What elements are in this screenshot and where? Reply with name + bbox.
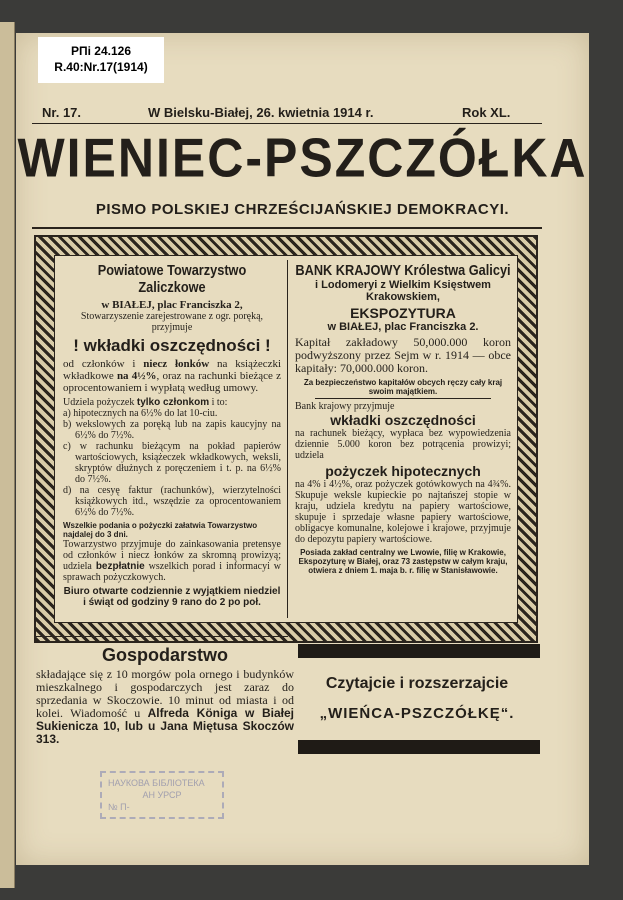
text-free: bezpłatnie — [95, 561, 145, 572]
ad-left-heading: Powiatowe Towarzystwo Zaliczkowe — [97, 262, 247, 296]
text-rate: na 4½% — [116, 370, 157, 382]
ad-right-guarantee: Za bezpieczeństwo kapitałów obcych ręczy cały kraj swoim majątkiem. — [303, 378, 503, 396]
text-body2-post: wszelkich porad i informacyi w sprawach pożyczkowych. — [63, 561, 282, 583]
promo-top-band — [298, 644, 540, 658]
ad-right-capital: Kapitał zakładowy 50,000.000 koron podwyższony przez Sejm w r. 1914 — obce kapitały: 70,000.000 koron. — [295, 335, 511, 375]
stamp-line3: № П- — [108, 802, 130, 812]
text-body2-pre: Towarzystwo przyjmuje do zainkasowania pretensye od członków i niecz łonków za skromną prowizyą; udziela — [63, 539, 281, 572]
ad-right-deposits: wkładki oszczędności — [330, 412, 476, 428]
loan-item: b) wekslowych za poręką lub na zapis kaucyjny na 6½% do 7½%. — [63, 419, 281, 441]
farm-advertisement — [36, 644, 294, 746]
masthead-rule — [32, 227, 542, 229]
stamp-line2: АН УРСР — [142, 790, 182, 800]
masthead-title: WIENIEC-PSZCZÓŁKA — [17, 127, 588, 189]
ad-right-place: w BIAŁEJ, plac Franciszka 2. — [327, 321, 479, 333]
right-advertisement — [291, 256, 515, 622]
promo-bottom-band — [298, 740, 540, 754]
adjacent-page-edge — [0, 22, 15, 888]
ad-left-headline: ! wkładki oszczędności ! — [73, 336, 271, 355]
ad-right-branch: EKSPOZYTURA — [350, 305, 456, 321]
ad-right-deposits-text: na rachunek bieżący, wypłaca bez wypowiedzenia dziennie 5.000 koron bez potrącenia prowizyi; udziela — [295, 428, 511, 461]
shelfmark-line1: РПі 24.126 — [71, 44, 131, 58]
ad-right-mortgage-text: na 4% i 4½%, oraz pożyczek gotówkowych na 4¾%. Skupuje weksle kupieckie po najtańszej stopie w kraju, udziela kredytu na papiery wartościowe, skupuje i sprzedaje własne papiery wartościowe, obligacye komunalne, kolejowe i krajowe, przyjmuje do depozytu papiery wartościowe. — [295, 479, 511, 545]
text-members-pre: od członków i — [63, 358, 136, 370]
text-members-mid: na książeczki wkładkowe — [63, 358, 282, 382]
text-loans-pre: Udziela pożyczek — [63, 397, 135, 408]
ad-right-heading: BANK KRAJOWY Królestwa Galicyi — [295, 262, 511, 279]
farm-text — [36, 668, 294, 746]
text-members-post: , oraz na rachunki bieżące z oprocentowaniem i wypłatą według umowy. — [63, 370, 281, 394]
ad-right-footer: Posiada zakład centralny we Lwowie, filię w Krakowie, Ekspozyturę w Białej, oraz 73 zastępstw w całym kraju, otwiera z dniem 1. maja b. r. filię w Stanisławowie. — [298, 548, 508, 575]
divider — [315, 398, 491, 399]
text-loans-post: i to: — [211, 397, 228, 408]
ad-left-office-hours: Biuro otwarte codziennie z wyjątkiem niedziel i świąt od godziny 9 rano do 2 po poł. — [63, 586, 281, 608]
ad-right-heading2: i Lodomeryi z Wielkim Księstwem Krakowskiem, — [315, 279, 491, 303]
ad-column-divider — [287, 260, 288, 618]
masthead-subtitle: PISMO POLSKIEJ CHRZEŚCIJAŃSKIEJ DEMOKRACYI. — [95, 201, 510, 218]
ad-right-mortgage: pożyczek hipotecznych — [325, 463, 481, 479]
ad-left-place: w BIAŁEJ, plac Franciszka 2, — [101, 299, 243, 311]
farm-text-main: składające się z 10 morgów pola ornego i budynków mieszkalnego i gospodarczych jest zaraz do sprzedania w Skoczowie. 10 minut od miasta i od kolei. Wiadomość u — [36, 667, 294, 720]
ad-left-deposits-text — [63, 358, 281, 394]
farm-title: Gospodarstwo — [101, 645, 228, 665]
ad-right-accepts: Bank krajowy przyjmuje — [295, 401, 395, 412]
ad-left-accepts: przyjmuje — [151, 322, 193, 333]
header-rule — [32, 123, 542, 124]
ad-frame-inner — [54, 255, 518, 623]
section-rule — [36, 636, 288, 637]
ad-left-small-note: Wszelkie podania o pożyczki załatwia Towarzystwo najdalej do 3 dni. — [63, 521, 258, 539]
issue-year: Rok XL. — [462, 105, 511, 120]
ad-left-collection-text — [63, 539, 281, 583]
promo-line1: Czytajcie i rozszerzajcie — [325, 675, 509, 692]
library-stamp — [100, 771, 224, 819]
promo-line2: „WIEŃCA-PSZCZÓŁKĘ“. — [319, 705, 515, 722]
issue-number: Nr. 17. — [42, 105, 82, 120]
loan-item: d) na cesyę faktur (rachunków), wierzytelności książkowych itd., wszędzie za oprocentowaniem 6½% do 7½%. — [63, 485, 281, 518]
ad-left-registration: Stowarzyszenie zarejestrowane z ogr. poręką, — [80, 311, 264, 322]
text-loans-only: tylko członkom — [136, 397, 210, 408]
shelfmark-line2: R.40:Nr.17(1914) — [54, 60, 148, 74]
loan-item: a) hipotecznych na 6½% do lat 10-ciu. — [63, 408, 218, 419]
left-advertisement — [59, 256, 285, 622]
text-nonmembers: niecz łonków — [143, 358, 210, 370]
promo-box — [294, 644, 540, 754]
stamp-line1: НАУКОВА БІБЛІОТЕКА — [108, 778, 205, 788]
farm-contact: Alfreda Königa w Białej Sukienicza 10, lub u Jana Miętusa Skoczów 313. — [36, 706, 295, 746]
place-date: W Bielsku-Białej, 26. kwietnia 1914 r. — [148, 105, 374, 120]
library-shelfmark-label — [38, 37, 164, 83]
loan-item: c) w rachunku bieżącym na pokład papierów wartościowych, książeczek wkładkowych, weksli, skryptów dłużnych z poręczeniem i t. p. na 6½% do 7½%. — [63, 441, 281, 485]
ad-left-loans-intro — [63, 397, 281, 408]
ornamental-ad-frame — [34, 235, 538, 643]
newspaper-page — [16, 33, 589, 865]
